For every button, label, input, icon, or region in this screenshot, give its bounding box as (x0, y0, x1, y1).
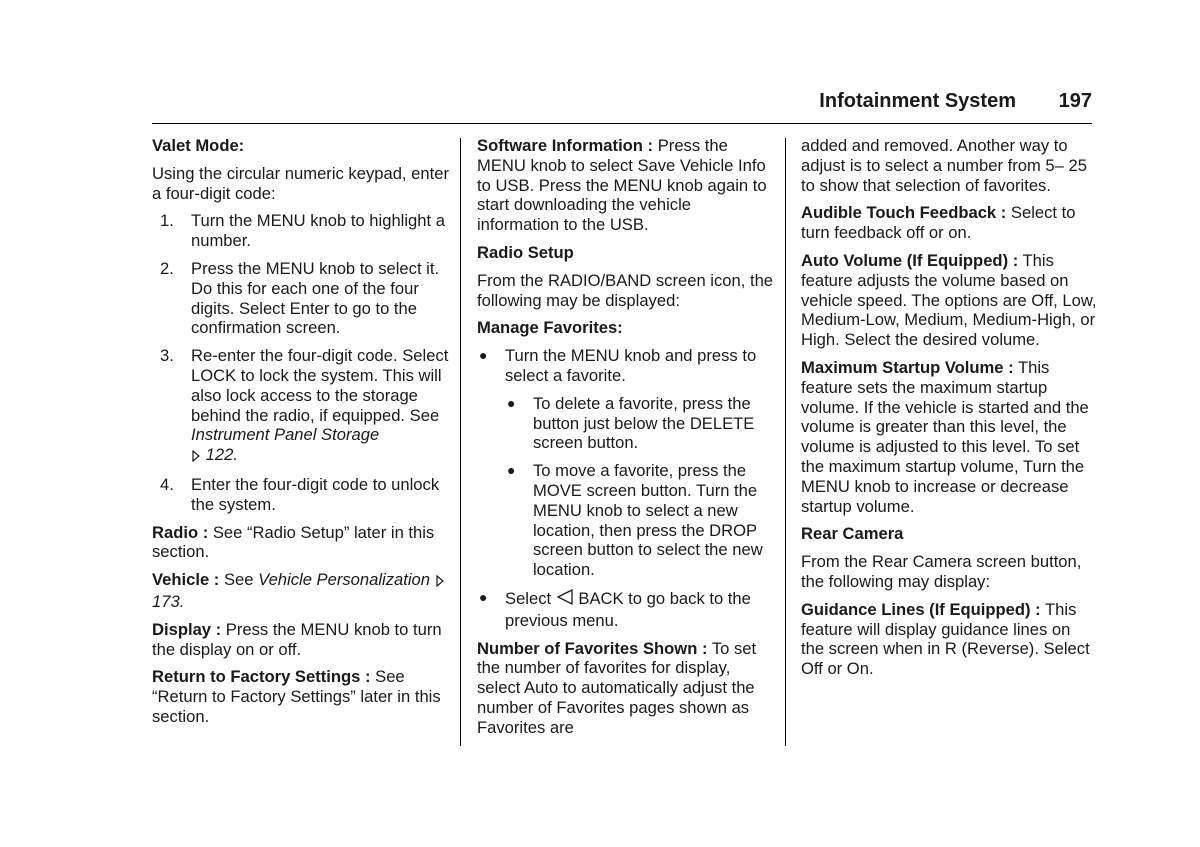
column-divider-2 (785, 138, 786, 746)
step-number: 3. (160, 346, 174, 366)
favorites-shown-text: To set the number of favorites for display, select Auto to automatically adjust the number of Favorites pages shown as Favorites are (477, 638, 757, 737)
auto-volume-label: Auto Volume (If Equipped) : (801, 250, 1019, 270)
guidance-lines-text: This feature will display guidance lines on the screen when in R (Reverse). Select Off or On. (801, 599, 1090, 679)
favorites-shown-label: Number of Favorites Shown : (477, 638, 708, 658)
bullet-icon: ● (479, 588, 488, 605)
vehicle-personalization-link[interactable]: Vehicle Personalization (258, 570, 431, 590)
display-text: Press the MENU knob to turn the display on or off. (152, 619, 442, 659)
bullet-text: To delete a favorite, press the button just below the DELETE screen button. (533, 393, 755, 453)
page-reference-icon (435, 572, 445, 592)
bullet-icon: ● (507, 394, 516, 411)
column-2 (477, 136, 775, 746)
list-item (477, 461, 775, 580)
section-title: Infotainment System (819, 90, 1016, 112)
display-entry (152, 620, 452, 660)
header-divider (152, 123, 1092, 124)
manage-favorites-heading: Manage Favorites: (477, 318, 623, 338)
factory-settings-text: See “Return to Factory Settings” later in this section. (152, 667, 441, 726)
vehicle-entry: Vehicle : See Vehicle Personalization 173. (152, 570, 452, 612)
software-info-text: Press the MENU knob to select Save Vehicle Info to USB. Press the MENU knob again to start downloading the vehicle information to the USB. (477, 136, 767, 235)
audible-feedback-entry (801, 203, 1097, 243)
auto-volume-text: This feature adjusts the volume based on vehicle speed. The options are Off, Low, Medium-Low, Medium, Medium-High, or High. Select the desired volume. (801, 250, 1097, 350)
favorites-continued: added and removed. Another way to adjust is to select a number from 5– 25 to show that selection of favorites. (801, 136, 1087, 195)
rear-camera-intro: From the Rear Camera screen button, the following may display: (801, 552, 1082, 591)
list-item (477, 588, 775, 631)
step-item: 3. Re-enter the four-digit code. Select LOCK to lock the system. This will also lock access to the storage behind the radio, if equipped. See Instrument Panel Storage 122. (152, 346, 452, 467)
bullet-text: Turn the MENU knob and press to select a favorite. (505, 346, 757, 385)
page-reference-icon (191, 447, 201, 467)
column-1 (152, 136, 452, 735)
page-reference[interactable]: 173 (152, 591, 180, 611)
page-header (152, 88, 1092, 122)
list-item (477, 346, 775, 386)
step-number: 2. (160, 258, 174, 278)
audible-feedback-text: Select to turn feedback off or on. (801, 203, 1076, 243)
max-startup-volume-entry (801, 358, 1097, 516)
factory-settings-entry (152, 667, 452, 726)
step-number: 1. (160, 211, 174, 231)
step-item (152, 475, 452, 515)
bullet-text: BACK to go back to the previous menu. (505, 588, 751, 630)
list-item (477, 394, 775, 453)
column-3 (801, 136, 1097, 687)
step-item (152, 211, 452, 251)
auto-volume-entry (801, 251, 1097, 350)
column-divider-1 (460, 138, 461, 746)
step-item (152, 259, 452, 338)
back-icon (556, 588, 574, 611)
step-number: 4. (160, 474, 174, 494)
max-startup-volume-label: Maximum Startup Volume : (801, 357, 1014, 377)
software-info-entry (477, 136, 775, 235)
guidance-lines-entry (801, 600, 1097, 679)
step-text: Re-enter the four-digit code. Select LOCK to lock the system. This will also lock access to the storage behind the radio, if equipped. See (191, 346, 449, 425)
valet-mode-heading: Valet Mode: (152, 136, 245, 155)
audible-feedback-label: Audible Touch Feedback : (801, 203, 1007, 223)
step-text: Press the MENU knob to select it. Do this for each one of the four digits. Select Enter to go to the confirmation screen. (191, 258, 440, 338)
bullet-text: To move a favorite, press the MOVE screen button. Turn the MENU knob to select a new location, then press the DROP screen button to select the new location. (533, 461, 763, 580)
radio-setup-heading: Radio Setup (477, 242, 574, 262)
favorites-shown-entry (477, 639, 775, 738)
bullet-text: Select (505, 588, 552, 608)
vehicle-text: See (223, 570, 254, 590)
vehicle-label: Vehicle : (152, 570, 220, 590)
max-startup-volume-text: This feature sets the maximum startup volume. If the vehicle is started and the volume is greater than this level, the volume is adjusted to this level. To set the maximum startup volume, Turn the MENU knob to increase or decrease startup volume. (801, 357, 1089, 516)
radio-entry (152, 523, 452, 563)
rear-camera-heading: Rear Camera (801, 524, 904, 544)
valet-intro: Using the circular numeric keypad, enter a four-digit code: (152, 163, 449, 203)
page-number: 197 (1058, 90, 1092, 112)
step-text: Turn the MENU knob to highlight a number. (191, 211, 445, 251)
display-label: Display : (152, 619, 222, 639)
software-info-label: Software Information : (477, 136, 654, 155)
instrument-panel-storage-link[interactable]: Instrument Panel Storage (191, 425, 380, 445)
guidance-lines-label: Guidance Lines (If Equipped) : (801, 599, 1041, 619)
bullet-icon: ● (507, 462, 516, 479)
page-reference[interactable]: 122 (205, 445, 234, 465)
factory-settings-label: Return to Factory Settings : (152, 667, 371, 687)
radio-setup-intro: From the RADIO/BAND screen icon, the following may be displayed: (477, 270, 774, 310)
step-text: Enter the four-digit code to unlock the system. (191, 474, 440, 514)
bullet-icon: ● (479, 347, 488, 364)
radio-label: Radio : (152, 522, 209, 542)
radio-text: See “Radio Setup” later in this section. (152, 522, 435, 562)
